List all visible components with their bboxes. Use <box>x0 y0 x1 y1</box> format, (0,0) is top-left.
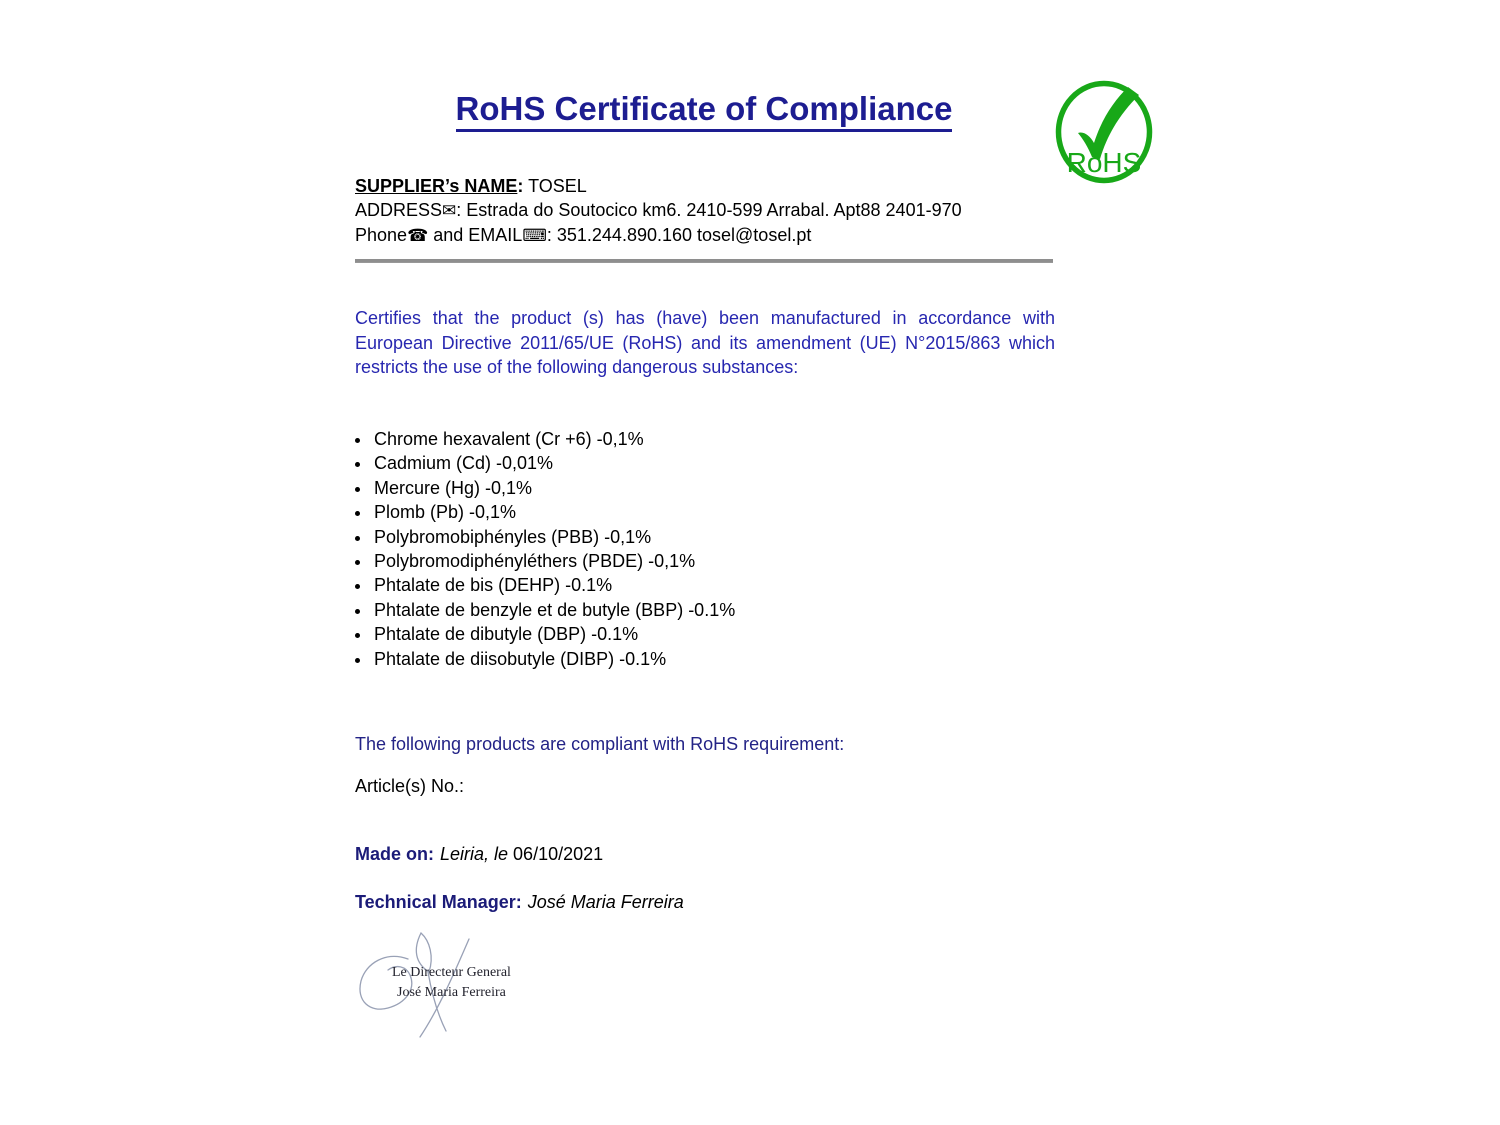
technical-manager-label: Technical Manager: <box>355 892 522 912</box>
article-number-label: Article(s) No.: <box>355 776 465 796</box>
supplier-name-colon: : <box>517 176 524 196</box>
page-title-text: RoHS Certificate of Compliance <box>456 90 953 132</box>
substances-list <box>372 427 735 671</box>
supplier-name-line <box>355 174 962 198</box>
list-item: • Polybromobiphényles (PBB) -0,1% <box>372 525 735 549</box>
supplier-name-label: SUPPLIER’s NAME <box>355 176 518 196</box>
made-on-place: Leiria, le <box>440 844 509 864</box>
rohs-logo <box>1054 80 1154 184</box>
list-item: • Phtalate de dibutyle (DBP) -0.1% <box>372 622 735 646</box>
technical-manager-name: José Maria Ferreira <box>527 892 684 912</box>
supplier-block <box>355 174 962 248</box>
page-title <box>355 90 1053 132</box>
certification-paragraph: Certifies that the product (s) has (have) been manufactured in accordance with European Directive 2011/65/UE (RoHS) and its amendment (UE) N°2015/863 which restricts the use of the following dangerous substances: <box>355 308 1055 377</box>
signature-name: José Maria Ferreira <box>397 985 506 1000</box>
address-label: ADDRESS <box>355 200 443 220</box>
phone-label: Phone <box>355 225 408 245</box>
horizontal-divider <box>355 259 1053 263</box>
supplier-name-value: TOSEL <box>528 176 587 196</box>
made-on-date: 06/10/2021 <box>513 844 604 864</box>
computer-icon: ⌨ <box>522 226 547 245</box>
address-value: : Estrada do Soutocico km6. 2410-599 Arrabal. Apt88 2401-970 <box>456 200 962 220</box>
made-on-line <box>355 844 603 865</box>
technical-manager-line <box>355 892 684 913</box>
rohs-logo-graphic <box>1054 80 1154 184</box>
list-item: • Mercure (Hg) -0,1% <box>372 476 735 500</box>
supplier-contact-line <box>355 223 962 248</box>
envelope-icon: ✉ <box>442 201 457 220</box>
supplier-address-line <box>355 198 962 223</box>
list-item: • Polybromodiphényléthers (PBDE) -0,1% <box>372 549 735 573</box>
list-item: • Chrome hexavalent (Cr +6) -0,1% <box>372 427 735 451</box>
phone-icon: ☎ <box>407 226 429 245</box>
list-item: • Phtalate de diisobutyle (DIBP) -0.1% <box>372 647 735 671</box>
signature-block <box>350 915 515 1060</box>
compliance-statement: The following products are compliant with RoHS requirement: <box>355 734 845 754</box>
list-item: • Phtalate de benzyle et de butyle (BBP) -0.1% <box>372 598 735 622</box>
contact-value: : 351.244.890.160 tosel@tosel.pt <box>546 225 812 245</box>
signature-title: Le Directeur General <box>392 965 511 980</box>
list-item: • Phtalate de bis (DEHP) -0.1% <box>372 573 735 597</box>
list-item: • Cadmium (Cd) -0,01% <box>372 451 735 475</box>
signature-text <box>392 963 511 1003</box>
list-item: • Plomb (Pb) -0,1% <box>372 500 735 524</box>
logo-label: RoHS <box>1066 147 1142 178</box>
email-conjunction: and EMAIL <box>433 225 523 245</box>
made-on-label: Made on: <box>355 844 434 864</box>
